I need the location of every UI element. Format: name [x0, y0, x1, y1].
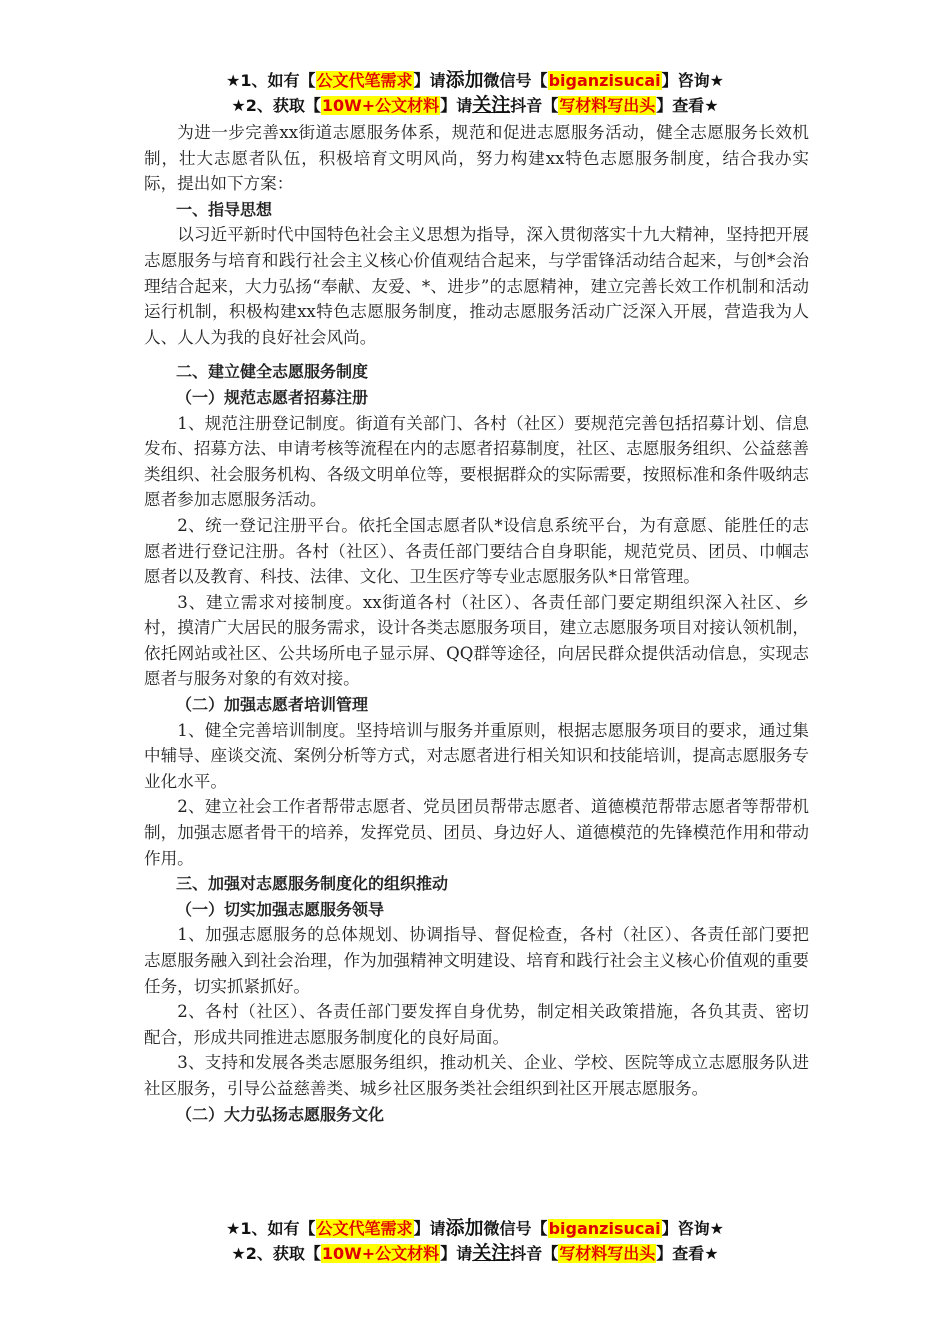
section-heading: 三、加强对志愿服务制度化的组织推动: [176, 874, 449, 894]
promo-banner-top-line-1: [0, 68, 950, 93]
body-paragraph: 2、各村（社区）、各责任部门要发挥自身优势，制定相关政策措施，各负其责、密切配合，形成共同推进志愿服务制度化的良好局面。: [144, 1002, 809, 1047]
banner-text: ★1、如有【: [226, 71, 316, 90]
banner-highlight: biganzisucai: [548, 1219, 661, 1238]
banner-text: 】查看★: [656, 1244, 719, 1263]
section-heading: 一、指导思想: [176, 199, 273, 219]
banner-highlight: 写材料写出头: [559, 1244, 656, 1263]
body-paragraph: 2、统一登记注册平台。依托全国志愿者队*设信息系统平台，为有意愿、能胜任的志愿者进行登记注册。各村（社区）、各责任部门要结合自身职能，规范党员、团员、巾帼志愿者以及教育、科技、法律、文化、卫生医疗等专业志愿服务队*日常管理。: [144, 515, 809, 587]
banner-text: 】查看★: [656, 96, 719, 115]
banner-highlight: 10W+公文材料: [321, 1244, 440, 1263]
subsection-heading: （一）切实加强志愿服务领导: [176, 899, 385, 919]
banner-text: 微信号【: [483, 71, 548, 90]
subsection-heading: （二）大力弘扬志愿服务文化: [176, 1104, 385, 1124]
document-body: [144, 120, 809, 1127]
banner-text: 】咨询★: [661, 1219, 724, 1238]
promo-banner-top-line-2: [0, 93, 950, 118]
banner-text: 】咨询★: [661, 71, 724, 90]
body-paragraph: 1、加强志愿服务的总体规划、协调指导、督促检查，各村（社区）、各责任部门要把志愿服务融入到社会治理，作为加强精神文明建设、培育和践行社会主义核心价值观的重要任务，切实抓紧抓好。: [144, 925, 809, 996]
banner-emphasis: 关注: [472, 1242, 511, 1264]
banner-text: ★2、获取【: [231, 96, 321, 115]
banner-text: ★2、获取【: [231, 1244, 321, 1263]
banner-text: 】请: [440, 96, 473, 115]
subsection-heading: （一）规范志愿者招募注册: [176, 387, 369, 407]
banner-emphasis: 关注: [472, 94, 511, 116]
banner-highlight: 写材料写出头: [559, 96, 656, 115]
banner-emphasis: 添加: [445, 1217, 484, 1239]
banner-text: 】请: [413, 71, 446, 90]
banner-text: 抖音【: [510, 96, 559, 115]
promo-banner-bottom-line-2: [0, 1241, 950, 1266]
body-paragraph: 1、规范注册登记制度。街道有关部门、各村（社区）要规范完善包括招募计划、信息发布、招募方法、申请考核等流程在内的志愿者招募制度，社区、志愿服务组织、公益慈善类组织、社会服务机构、各级文明单位等，要根据群众的实际需要，按照标准和条件吸纳志愿者参加志愿服务活动。: [144, 413, 809, 510]
section-heading: 二、建立健全志愿服务制度: [176, 362, 369, 382]
banner-text: 微信号【: [483, 1219, 548, 1238]
body-paragraph: 以习近平新时代中国特色社会主义思想为指导，深入贯彻落实十九大精神，坚持把开展志愿服务与培育和践行社会主义核心价值观结合起来，与学雷锋活动结合起来，与创*会治理结合起来，大力弘扬“奉献、友爱、*、进步”的志愿精神，建立完善长效工作机制和活动运行机制，积极构建xx特色志愿服务制度，推动志愿服务活动广泛深入开展，营造我为人人、人人为我的良好社会风尚。: [144, 225, 809, 347]
body-paragraph: 1、健全完善培训制度。坚持培训与服务并重原则，根据志愿服务项目的要求，通过集中辅导、座谈交流、案例分析等方式，对志愿者进行相关知识和技能培训，提高志愿服务专业化水平。: [144, 720, 809, 791]
promo-banner-bottom-line-1: [0, 1216, 950, 1241]
banner-text: 抖音【: [510, 1244, 559, 1263]
banner-text: 】请: [413, 1219, 446, 1238]
body-paragraph: 3、建立需求对接制度。xx街道各村（社区）、各责任部门要定期组织深入社区、乡村，摸清广大居民的服务需求，设计各类志愿服务项目，建立志愿服务项目对接认领机制，依托网站或社区、公共场所电子显示屏、QQ群等途径，向居民群众提供活动信息，实现志愿者与服务对象的有效对接。: [144, 592, 809, 689]
body-paragraph: 3、支持和发展各类志愿服务组织，推动机关、企业、学校、医院等成立志愿服务队进社区服务，引导公益慈善类、城乡社区服务类社会组织到社区开展志愿服务。: [144, 1053, 809, 1098]
intro-paragraph: 为进一步完善xx街道志愿服务体系，规范和促进志愿服务活动，健全志愿服务长效机制，壮大志愿者队伍，积极培育文明风尚，努力构建xx特色志愿服务制度，结合我办实际，提出如下方案：: [144, 123, 809, 194]
banner-highlight: biganzisucai: [548, 71, 661, 90]
banner-text: 】请: [440, 1244, 473, 1263]
banner-text: ★1、如有【: [226, 1219, 316, 1238]
subsection-heading: （二）加强志愿者培训管理: [176, 695, 369, 715]
banner-highlight: 公文代笔需求: [316, 1219, 413, 1238]
banner-highlight: 10W+公文材料: [321, 96, 440, 115]
banner-highlight: 公文代笔需求: [316, 71, 413, 90]
banner-emphasis: 添加: [445, 69, 484, 91]
body-paragraph: 2、建立社会工作者帮带志愿者、党员团员帮带志愿者、道德模范帮带志愿者等帮带机制，加强志愿者骨干的培养，发挥党员、团员、身边好人、道德模范的先锋模范作用和带动作用。: [144, 797, 809, 868]
